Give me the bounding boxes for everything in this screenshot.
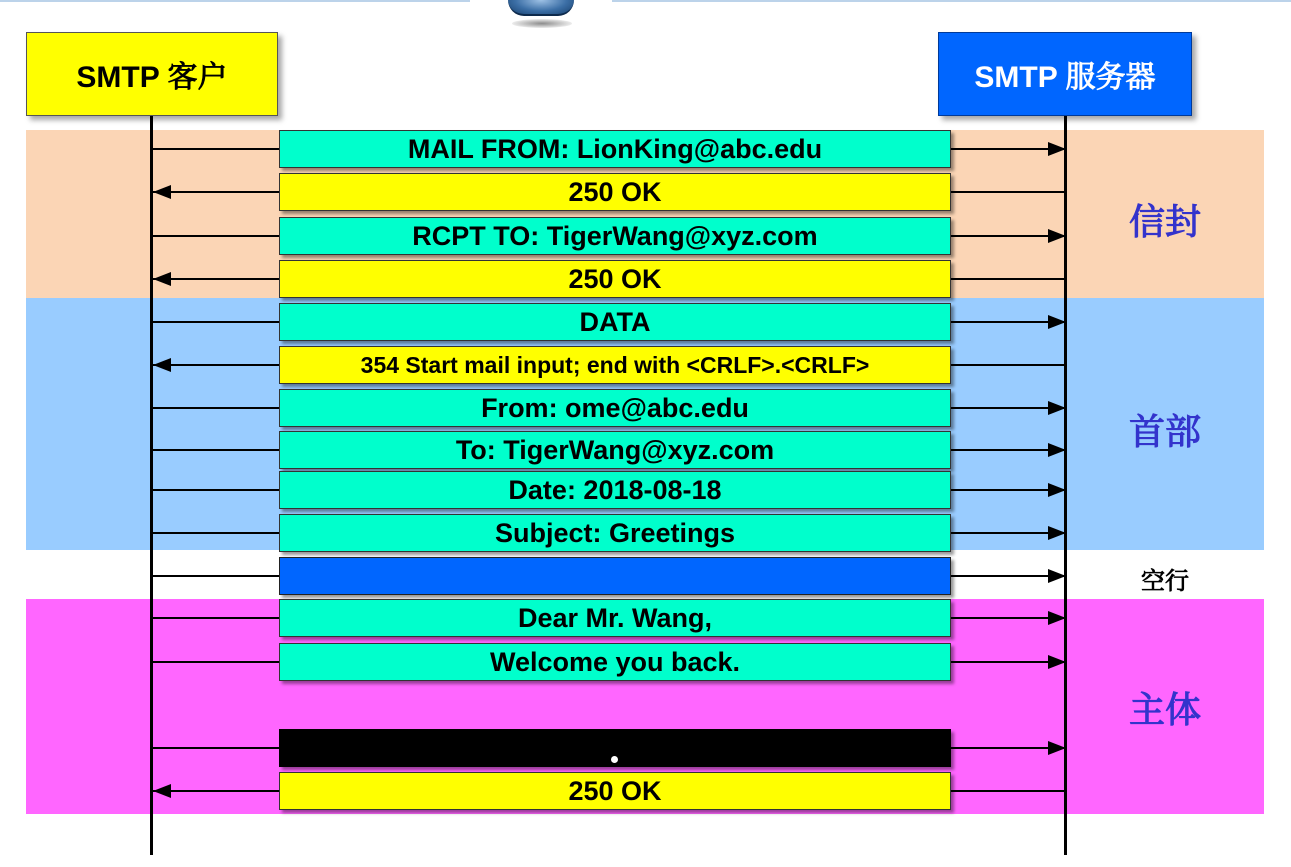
server-reply-message: 354 Start mail input; end with <CRLF>.<CRLF> (279, 346, 951, 384)
arrow-segment (151, 661, 279, 663)
end-of-data-dot (611, 756, 618, 763)
client-lifeline (150, 116, 153, 855)
arrow-segment (951, 278, 1066, 280)
arrow-segment (151, 148, 279, 150)
arrowhead-left-icon (153, 784, 171, 798)
client-command-message: Date: 2018-08-18 (279, 471, 951, 509)
client-command-message: RCPT TO: TigerWang@xyz.com (279, 217, 951, 255)
top-rule-left (0, 0, 470, 2)
arrowhead-right-icon (1048, 741, 1066, 755)
arrow-segment (151, 235, 279, 237)
client-command-message: MAIL FROM: LionKing@abc.edu (279, 130, 951, 168)
smtp-server-label: SMTP 服务器 (974, 61, 1156, 94)
arrowhead-right-icon (1048, 483, 1066, 497)
arrowhead-right-icon (1048, 569, 1066, 583)
arrow-segment (151, 407, 279, 409)
server-reply-message: 250 OK (279, 173, 951, 211)
server-reply-message: 250 OK (279, 260, 951, 298)
arrow-segment (151, 747, 279, 749)
smtp-client-box (26, 32, 278, 116)
arrowhead-left-icon (153, 185, 171, 199)
arrow-segment (151, 575, 279, 577)
arrow-segment (951, 790, 1066, 792)
arrowhead-left-icon (153, 272, 171, 286)
client-command-message: Subject: Greetings (279, 514, 951, 552)
arrow-segment (151, 532, 279, 534)
globe-shadow (512, 19, 572, 28)
arrowhead-right-icon (1048, 401, 1066, 415)
arrow-segment (151, 449, 279, 451)
arrow-segment (951, 191, 1066, 193)
envelope-label: 信封 (1128, 201, 1201, 242)
arrowhead-right-icon (1048, 526, 1066, 540)
smtp-server-box (938, 32, 1192, 116)
arrowhead-left-icon (153, 358, 171, 372)
arrowhead-right-icon (1048, 229, 1066, 243)
server-reply-message: 250 OK (279, 772, 951, 810)
globe-icon (508, 0, 574, 16)
client-command-message: From: ome@abc.edu (279, 389, 951, 427)
arrowhead-right-icon (1048, 443, 1066, 457)
arrow-segment (151, 617, 279, 619)
blank-line-message (279, 557, 951, 595)
client-command-message: To: TigerWang@xyz.com (279, 431, 951, 469)
top-rule-right (612, 0, 1291, 2)
smtp-client-label: SMTP 客户 (76, 61, 228, 94)
arrow-segment (151, 489, 279, 491)
arrowhead-right-icon (1048, 142, 1066, 156)
client-command-message: Dear Mr. Wang, (279, 599, 951, 637)
header-label: 首部 (1128, 411, 1201, 452)
arrow-segment (151, 321, 279, 323)
blank-line-label: 空行 (1141, 568, 1189, 595)
client-command-message: Welcome you back. (279, 643, 951, 681)
arrowhead-right-icon (1048, 611, 1066, 625)
client-command-message: DATA (279, 303, 951, 341)
arrow-segment (951, 364, 1066, 366)
body-label: 主体 (1128, 689, 1201, 730)
arrowhead-right-icon (1048, 655, 1066, 669)
arrowhead-right-icon (1048, 315, 1066, 329)
